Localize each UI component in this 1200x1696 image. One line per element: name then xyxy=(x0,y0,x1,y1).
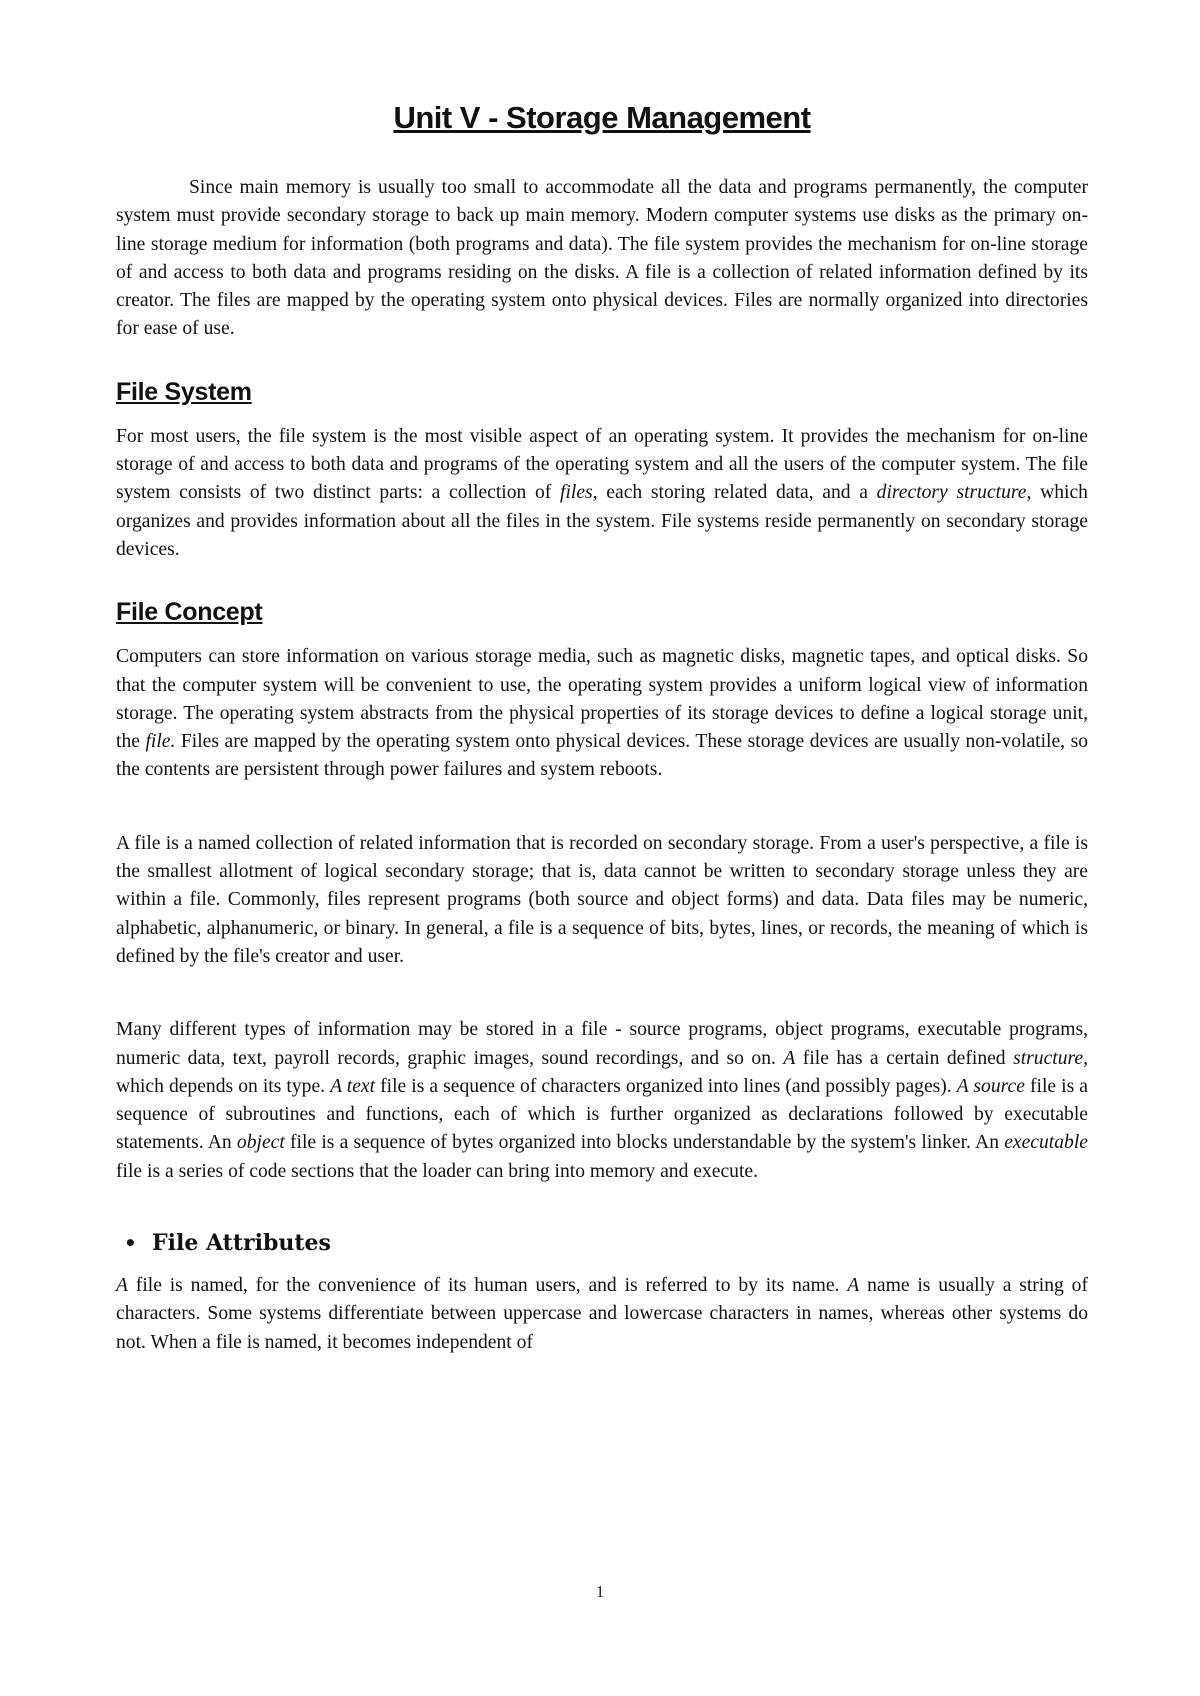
italic-directory-structure: directory structure, xyxy=(876,482,1032,504)
text-run: file is a series of code sections that the loader can bring into memory and execute. xyxy=(116,1160,759,1182)
file-concept-paragraph-3 xyxy=(116,1016,1088,1186)
page-content xyxy=(116,100,1088,1357)
italic-file: file. xyxy=(145,731,176,753)
bullet-icon: • xyxy=(124,1231,137,1256)
text-run: name is usually a string of characters. Some systems differentiate between uppercase and lowercase characters in names, whereas other systems do not. When a file is named, it becomes independent of xyxy=(116,1275,1089,1353)
text-run: file is named, for the convenience of its human users, and is referred to by its name. xyxy=(127,1275,848,1297)
italic-executable: executable xyxy=(1004,1132,1088,1154)
text-run: each storing related data, and a xyxy=(597,482,877,504)
text-run: file is a sequence of bytes organized into blocks understandable by the system's linker. An xyxy=(284,1132,1005,1154)
italic-a: A xyxy=(116,1275,128,1297)
text-run: file is a sequence of characters organized into lines (and possibly pages). xyxy=(375,1075,957,1097)
italic-a-source: A source xyxy=(956,1075,1025,1097)
italic-structure: structure, xyxy=(1013,1047,1088,1069)
file-concept-paragraph-2: A file is a named collection of related information that is recorded on secondary storage. From a user's perspective, a file is the smallest allotment of logical secondary storage; that is, data cannot be written to secondary storage unless they are within a file. Commonly, files represent programs (both source and object forms) and data. Data files may be numeric, alphabetic, alphanumeric, or binary. In general, a file is a sequence of bits, bytes, lines, or records, the meaning of which is defined by the file's creator and user. xyxy=(116,832,1088,967)
text-run: Many different types of information may be stored in a file - source programs, object programs, executable programs, numeric data, text, payroll records, graphic images, sound recordings, and so on. xyxy=(116,1019,1088,1069)
text-run: Computers can store information on various storage media, such as magnetic disks, magnetic tapes, and optical disks. So that the computer system will be convenient to use, the operating system provides a uniform logical view of information storage. The operating system abstracts from the physical properties of its storage devices to define a logical storage unit, the xyxy=(116,646,1088,753)
text-run: Files are mapped by the operating system onto physical devices. These storage devices are usually non-volatile, so the contents are persistent through power failures and system reboots. xyxy=(116,731,1088,781)
file-system-paragraph xyxy=(116,423,1088,564)
document-title: Unit V - Storage Management xyxy=(393,100,811,135)
intro-paragraph: Since main memory is usually too small to accommodate all the data and programs permanently, the computer system must provide secondary storage to back up main memory. Modern computer systems use disks as the primary on-line storage medium for information (both programs and data). The file system provides the mechanism for on-line storage of and access to both data and programs residing on the disks. A file is a collection of related information defined by its creator. The files are mapped by the operating system onto physical devices. Files are normally organized into directories for ease of use. xyxy=(116,177,1088,340)
italic-a-text: A text xyxy=(330,1075,376,1097)
italic-files: files, xyxy=(560,482,598,504)
text-run: which organizes and provides information about all the files in the system. File systems reside permanently on secondary storage devices. xyxy=(116,482,1088,560)
text-run: which depends on its type. xyxy=(116,1075,331,1097)
file-attributes-heading: File Attributes xyxy=(152,1230,331,1257)
file-concept-paragraph-1 xyxy=(116,643,1088,784)
italic-a: A xyxy=(783,1047,796,1069)
section-heading-file-system: File System xyxy=(116,377,252,406)
italic-object: object xyxy=(236,1132,285,1154)
section-heading-file-concept: File Concept xyxy=(116,598,263,627)
text-run: file is a sequence of subroutines and functions, each of which is further organized as declarations followed by executable statements. An xyxy=(116,1075,1088,1154)
text-run: file has a certain defined xyxy=(795,1047,1014,1069)
italic-a: A xyxy=(847,1275,860,1297)
text-run: For most users, the file system is the most visible aspect of an operating system. It provides the mechanism for on-line storage of and access to both data and programs of the operating system and all the users of the computer system. The file system consists of two distinct parts: a collection of xyxy=(116,425,1088,504)
page-number: 1 xyxy=(595,1582,605,1601)
file-attributes-paragraph xyxy=(116,1272,1088,1357)
bullet-heading-file-attributes xyxy=(116,1230,1088,1256)
